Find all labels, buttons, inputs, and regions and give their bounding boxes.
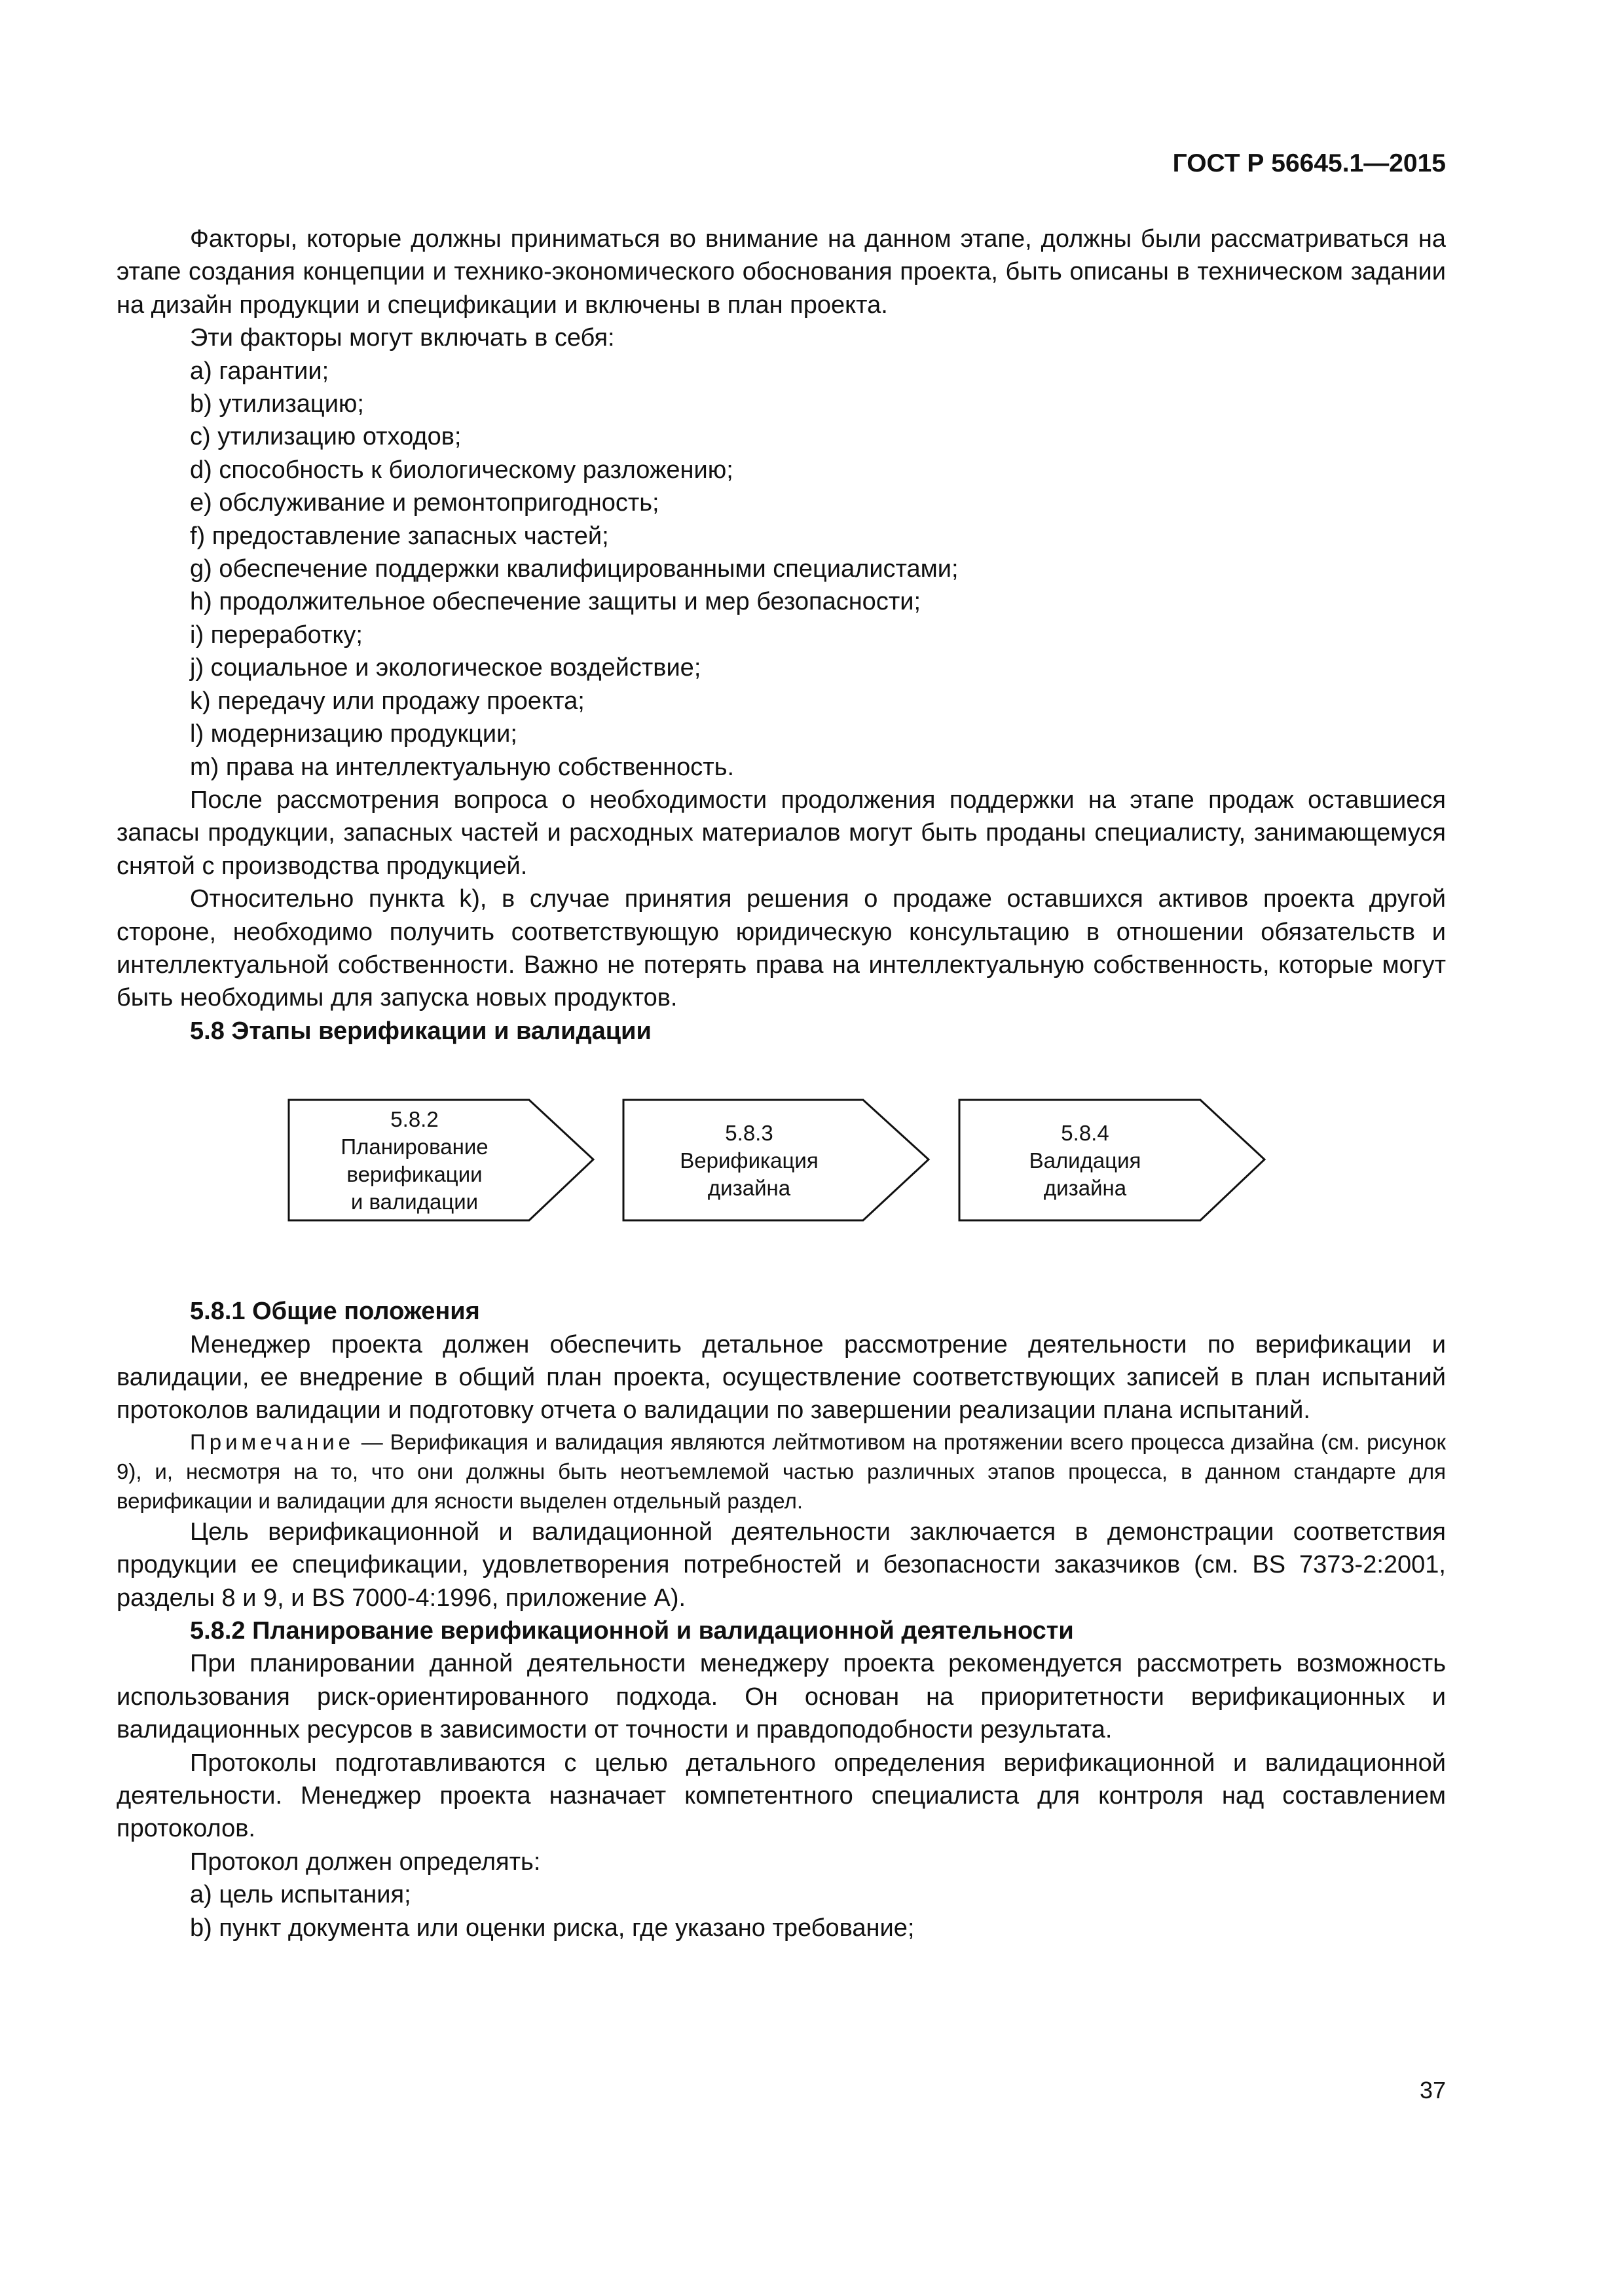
flow-step-1 bbox=[289, 1099, 540, 1223]
section-heading-5-8-1: 5.8.1 Общие положения bbox=[190, 1298, 480, 1326]
section-5-8-2-paragraph-3: Протокол должен определять: bbox=[190, 1848, 541, 1876]
intro-paragraph-2: Эти факторы могут включать в себя: bbox=[190, 324, 615, 352]
page-content bbox=[117, 223, 1446, 1944]
list-item: i) переработку; bbox=[190, 621, 363, 649]
section-5-8-2-paragraph-2: Протоколы подготавливаются с целью детального определения верификационной и валидационной деятельности. Менеджер проекта назначает компетентного специалиста для контроля над составлением протоколов. bbox=[117, 1749, 1446, 1843]
list-item: b) пункт документа или оценки риска, где указано требование; bbox=[190, 1914, 915, 1942]
note bbox=[117, 1427, 1446, 1516]
intro-paragraph-4: Относительно пункта k), в случае принятия решения о продаже оставшихся активов проекта другой стороне, необходимо получить соответствующую юридическую консультацию в отношении обязательств и интеллектуальной собственности. Важно не потерять права на интеллектуальную собственность, которые могут быть необходимы для запуска новых продуктов. bbox=[117, 885, 1446, 1012]
note-label: Примечание bbox=[190, 1429, 355, 1454]
list-item: c) утилизацию отходов; bbox=[190, 423, 462, 451]
list-item: a) цель испытания; bbox=[190, 1881, 411, 1909]
list-item: m) права на интеллектуальную собственность. bbox=[190, 753, 735, 781]
flow-step-label: и валидации bbox=[350, 1190, 479, 1214]
flow-step-number: 5.8.3 bbox=[725, 1121, 773, 1146]
page-number: 37 bbox=[1419, 2077, 1446, 2104]
flow-step-3 bbox=[959, 1099, 1211, 1223]
list-item: a) гарантии; bbox=[190, 357, 329, 385]
list-item: e) обслуживание и ремонтопригодность; bbox=[190, 489, 659, 517]
list-item: g) обеспечение поддержки квалифицированными специалистами; bbox=[190, 555, 959, 583]
flow-step-label: Верификация bbox=[680, 1148, 819, 1173]
flow-step-number: 5.8.2 bbox=[390, 1107, 439, 1132]
flow-step-label: Планирование bbox=[341, 1135, 489, 1159]
list-item: k) передачу или продажу проекта; bbox=[190, 687, 585, 715]
list-item: h) продолжительное обеспечение защиты и мер безопасности; bbox=[190, 588, 921, 616]
intro-paragraph-3: После рассмотрения вопроса о необходимости продолжения поддержки на этапе продаж оставшиеся запасы продукции, запасных частей и расходных материалов могут быть проданы специалисту, занимающемуся снятой с производства продукцией. bbox=[117, 786, 1446, 880]
flow-step-label: верификации bbox=[346, 1162, 483, 1187]
section-5-8-2-paragraph-1: При планировании данной деятельности менеджеру проекта рекомендуется рассмотреть возможность использования риск-ориентированного подхода. Он основан на приоритетности верификационных и валидационных ресурсов в зависимости от точности и правдоподобности результата. bbox=[117, 1650, 1446, 1744]
process-flow-diagram bbox=[117, 1099, 1446, 1295]
list-item: d) способность к биологическому разложению; bbox=[190, 456, 733, 484]
list-item: l) модернизацию продукции; bbox=[190, 720, 517, 748]
section-5-8-1-paragraph-2: Цель верификационной и валидационной деятельности заключается в демонстрации соответствия продукции ее спецификации, удовлетворения потребностей и безопасности заказчиков (см. BS 7373-2:2001, разделы 8 и 9, и BS 7000-4:1996, приложение А). bbox=[117, 1518, 1446, 1612]
document-id-header: ГОСТ Р 56645.1—2015 bbox=[1172, 149, 1446, 177]
section-heading-5-8: 5.8 Этапы верификации и валидации bbox=[190, 1017, 652, 1045]
flow-step-label: дизайна bbox=[1043, 1176, 1127, 1201]
flow-step-number: 5.8.4 bbox=[1061, 1121, 1109, 1146]
note-text: — Верификация и валидация являются лейтмотивом на протяжении всего процесса дизайна (см. рисунок 9), и, несмотря на то, что они должны быть неотъемлемой частью различных этапов процесса, в данном стандарте для верификации и валидации для ясности выделен отдельный раздел. bbox=[117, 1429, 1446, 1513]
flow-step-label: дизайна bbox=[707, 1176, 791, 1201]
flow-step-2 bbox=[623, 1099, 875, 1223]
section-5-8-1-paragraph-1: Менеджер проекта должен обеспечить детальное рассмотрение деятельности по верификации и валидации, ее внедрение в общий план проекта, осуществление соответствующих записей в план испытаний протоколов валидации и подготовку отчета о валидации по завершении реализации плана испытаний. bbox=[117, 1330, 1446, 1425]
list-item: b) утилизацию; bbox=[190, 390, 364, 418]
intro-paragraph-1: Факторы, которые должны приниматься во внимание на данном этапе, должны были рассматриваться на этапе создания концепции и технико-экономического обоснования проекта, быть описаны в техническом задании на дизайн продукции и спецификации и включены в план проекта. bbox=[117, 225, 1446, 319]
flow-step-label: Валидация bbox=[1029, 1148, 1141, 1173]
section-heading-5-8-2: 5.8.2 Планирование верификационной и валидационной деятельности bbox=[190, 1617, 1074, 1645]
list-item: j) социальное и экологическое воздействие; bbox=[190, 654, 701, 682]
list-item: f) предоставление запасных частей; bbox=[190, 522, 609, 550]
